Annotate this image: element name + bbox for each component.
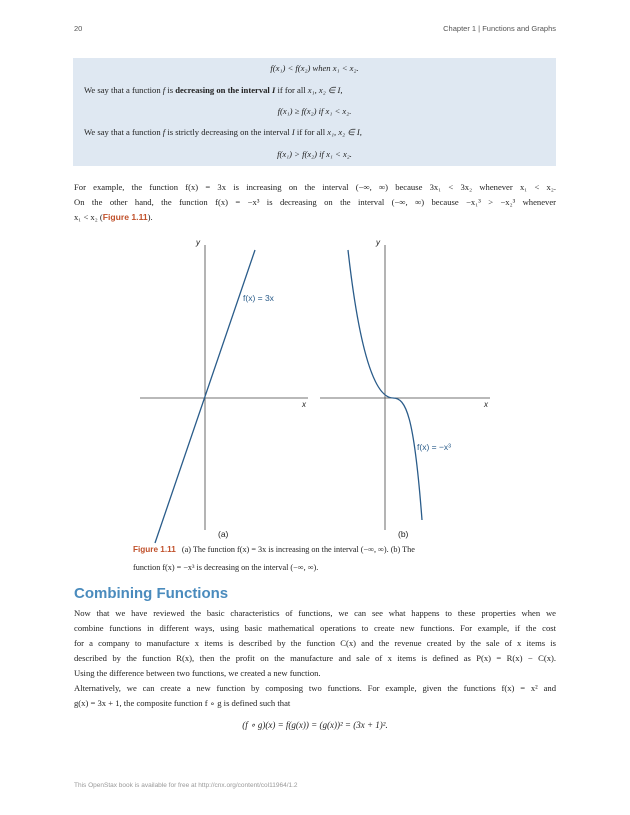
section-title: Combining Functions (74, 585, 229, 602)
definition-line-1: f(x₁) < f(x₂) when x₁ < x₂. (270, 63, 359, 73)
graph-a-x-label: x (302, 400, 306, 409)
caption-label: Figure 1.11 (133, 545, 176, 554)
definition-line-2: We say that a function f is decreasing on the interval I if for all x₁, x₂ ∈ I, (84, 85, 343, 95)
graph-b-x-label: x (484, 400, 488, 409)
graph-b-panel-label: (b) (398, 529, 409, 539)
graph-a (140, 238, 308, 543)
figure-link[interactable]: Figure 1.11 (102, 212, 148, 222)
example-paragraph: For example, the function f(x) = 3x is increasing on the interval (−∞, ∞) because 3x₁ < 3x₂ whenever x₁ < x₂. On the other hand, the function f(x) = −x³ is decreasing on the interval (−∞, ∞) because −x₁³ > −x₂³ whenever x₁ < x₂ (Figure 1.11). (74, 182, 556, 222)
graph-a-y-label: y (196, 238, 200, 247)
definition-line-3: f(x₁) ≥ f(x₂) if x₁ < x₂. (277, 106, 352, 116)
chapter-title: Chapter 1 | Functions and Graphs (443, 24, 556, 33)
graph-b-function-label: f(x) = −x³ (417, 442, 452, 452)
definition-line-4: We say that a function f is strictly decreasing on the interval I if for all x₁, x₂ ∈ I, (84, 127, 362, 137)
graph-a-function-label: f(x) = 3x (243, 293, 274, 303)
composite-equation: (f ∘ g)(x) = f(g(x)) = (g(x))² = (3x + 1)². (242, 720, 388, 730)
graph-b-y-label: y (376, 238, 380, 247)
figure-1-11 (130, 235, 500, 545)
body-paragraph-1: Now that we have reviewed the basic characteristics of functions, we can see what happens to these properties when we combine functions in different ways, using basic mathematical operations to create new functions. For example, if the cost for a company to manufacture x items is described by the function C(x) and the revenue created by the sale of x items is described by the function R(x), then the profit on the manufacture and sale of x items is defined as P(x) = R(x) − C(x). Using the difference between two functions, we created a new function. (74, 608, 556, 678)
definition-line-5: f(x₁) > f(x₂) if x₁ < x₂. (277, 149, 352, 159)
figure-caption: Figure 1.11 (a) The function f(x) = 3x is increasing on the interval (−∞, ∞). (b) The function f(x) = −x³ is decreasing on the interval (−∞, ∞). (133, 545, 415, 572)
page-number: 20 (74, 24, 83, 33)
graph-a-panel-label: (a) (218, 529, 229, 539)
body-paragraph-2: Alternatively, we can create a new function by composing two functions. For example, given the functions f(x) = x² and g(x) = 3x + 1, the composite function f ∘ g is defined such that (74, 683, 556, 708)
graph-b (320, 238, 490, 539)
footer-text: This OpenStax book is available for free at http://cnx.org/content/col11964/1.2 (74, 782, 298, 789)
